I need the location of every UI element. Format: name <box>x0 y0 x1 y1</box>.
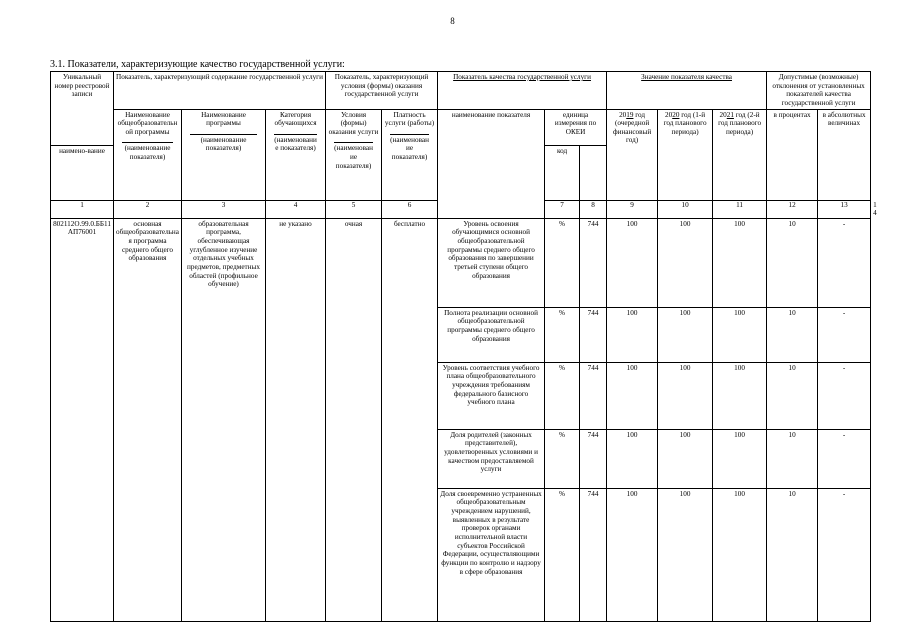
indicator-name-cell: Доля родителей (законных представителей), удовлетворенных условиями и качеством предоставляемой услуги <box>438 429 545 488</box>
unique-number-cell: 802112О.99.0.ББ11АП76001 <box>51 218 114 621</box>
column-number: 12 <box>767 200 818 218</box>
column-number: 4 <box>266 200 326 218</box>
year-1-value: 100 <box>607 429 658 488</box>
header-row-2 <box>51 109 871 145</box>
header-value-indicator: Значение показателя качества <box>607 72 767 110</box>
column-number: 5 <box>326 200 382 218</box>
header-sub-program-label: Наименование программы <box>201 110 246 128</box>
header-in-percent: в процентах <box>767 109 818 200</box>
category-cell: не указано <box>266 218 326 621</box>
section-title: 3.1. Показатели, характеризующие качество государственной услуги: <box>50 59 345 70</box>
header-year-3-number: 21 <box>726 110 734 119</box>
header-sub-conditions <box>326 109 382 200</box>
header-sub-edu-program-label: Наименование общеобразовательной программы <box>117 110 178 136</box>
header-sub-payment-label: Платность услуги (работы) <box>384 110 435 128</box>
year-3-value: 100 <box>713 307 767 362</box>
payment-cell: бесплатно <box>382 218 438 621</box>
year-3-value: 100 <box>713 362 767 429</box>
year-1-value: 100 <box>607 488 658 621</box>
year-3-value: 100 <box>713 429 767 488</box>
header-year-2: 2020 год (1-й год планового периода) <box>658 109 713 200</box>
conditions-cell: очная <box>326 218 382 621</box>
header-unit-code: код <box>545 145 580 200</box>
deviation-absolute: - <box>818 362 871 429</box>
header-sub-category-label: Категория обучающихся <box>274 110 317 128</box>
page-number: 8 <box>450 16 455 26</box>
header-sub-category-note: (наименование показателя) <box>274 135 317 153</box>
header-conditions-indicator: Показатель, характеризующий условия (формы) оказания государственной услуги <box>326 72 438 110</box>
code-cell: 744 <box>580 429 607 488</box>
header-indicator-name: наименование показателя <box>438 109 545 218</box>
unit-cell: % <box>545 307 580 362</box>
deviation-absolute: - <box>818 307 871 362</box>
deviation-absolute: - <box>818 218 871 307</box>
program-cell: образовательная программа, обеспечивающая углубленное изучение отдельных учебных предметов, предметных областей (профильное обучение) <box>182 218 266 621</box>
deviation-percent: 10 <box>767 307 818 362</box>
quality-indicators-table <box>50 71 877 622</box>
indicator-name-cell: Доля своевременно устраненных общеобразовательным учреждением нарушений, выявленных в результате проверок органами исполнительной власти субъектов Российской Федерации, осуществляющими функции по контролю и надзору в сфере образования <box>438 488 545 621</box>
edu-program-cell: основная общеобразовательная программа среднего общего образования <box>114 218 182 621</box>
header-sub-edu-program <box>114 109 182 200</box>
code-cell: 744 <box>580 307 607 362</box>
year-2-value: 100 <box>658 307 713 362</box>
year-1-value: 100 <box>607 307 658 362</box>
year-2-value: 100 <box>658 429 713 488</box>
indicator-name-cell: Уровень освоения обучающимися основной общеобразовательной программы среднего общего образования по завершении третьей ступени общего образования <box>438 218 545 307</box>
year-2-value: 100 <box>658 362 713 429</box>
deviation-percent: 10 <box>767 429 818 488</box>
column-number: 11 <box>713 200 767 218</box>
header-row-1 <box>51 72 871 110</box>
unit-cell: % <box>545 488 580 621</box>
column-numbers-row: 1 2 3 4 5 6 7 8 9 10 11 12 13 14 <box>51 200 871 218</box>
header-sub-program <box>182 109 266 200</box>
header-sub-payment <box>382 109 438 200</box>
header-unit: единица измерения по ОКЕИ <box>545 109 607 145</box>
column-number: 9 <box>607 200 658 218</box>
header-quality-indicator: Показатель качества государственной услуги <box>438 72 607 110</box>
header-unique-number: Уникальный номер реестровой записи <box>51 72 114 146</box>
unit-cell: % <box>545 429 580 488</box>
header-sub-edu-program-note: (наименование показателя) <box>122 142 173 161</box>
code-cell: 744 <box>580 218 607 307</box>
code-cell: 744 <box>580 488 607 621</box>
deviation-absolute: - <box>818 429 871 488</box>
header-unit-name: наимено-вание <box>51 145 114 200</box>
deviation-percent: 10 <box>767 488 818 621</box>
year-1-value: 100 <box>607 218 658 307</box>
data-rows <box>51 218 871 621</box>
indicator-name-cell: Уровень соответствия учебного плана общеобразовательного учреждения требованиям федерального базисного учебного плана <box>438 362 545 429</box>
header-sub-conditions-note: (наименование показателя) <box>334 144 373 170</box>
year-3-value: 100 <box>713 488 767 621</box>
unit-cell: % <box>545 218 580 307</box>
header-deviation: Допустимые (возможные) отклонения от установленных показателей качества государственной услуги <box>767 72 871 110</box>
header-sub-category <box>266 109 326 200</box>
header-year-1-number: 19 <box>626 110 634 119</box>
year-3-value: 100 <box>713 218 767 307</box>
header-year-1: 2019 год (очередной финансовый год) <box>607 109 658 200</box>
column-number: 7 <box>545 200 580 218</box>
code-cell: 744 <box>580 362 607 429</box>
column-number: 6 <box>382 200 438 218</box>
column-number: 8 <box>580 200 607 218</box>
header-year-2-number: 20 <box>672 110 680 119</box>
column-number: 3 <box>182 200 266 218</box>
column-number: 10 <box>658 200 713 218</box>
unit-cell: % <box>545 362 580 429</box>
deviation-percent: 10 <box>767 362 818 429</box>
column-number: 13 <box>818 200 871 218</box>
deviation-absolute: - <box>818 488 871 621</box>
header-year-3: 2021 год (2-й год планового периода) <box>713 109 767 200</box>
table-row <box>51 218 871 307</box>
indicator-name-cell: Полнота реализации основной общеобразовательной программы среднего общего образования <box>438 307 545 362</box>
header-sub-program-note: (наименование показателя) <box>190 134 257 153</box>
column-number: 1 <box>51 200 114 218</box>
header-sub-conditions-label: Условия (формы) оказания услуги <box>328 110 379 136</box>
header-in-absolute: в абсолютных величинах <box>818 109 871 200</box>
year-1-value: 100 <box>607 362 658 429</box>
column-number: 2 <box>114 200 182 218</box>
header-content-indicator: Показатель, характеризующий содержание государственной услуги <box>114 72 326 110</box>
header-sub-payment-note: (наименование показателя) <box>390 135 429 162</box>
deviation-percent: 10 <box>767 218 818 307</box>
year-2-value: 100 <box>658 488 713 621</box>
year-2-value: 100 <box>658 218 713 307</box>
